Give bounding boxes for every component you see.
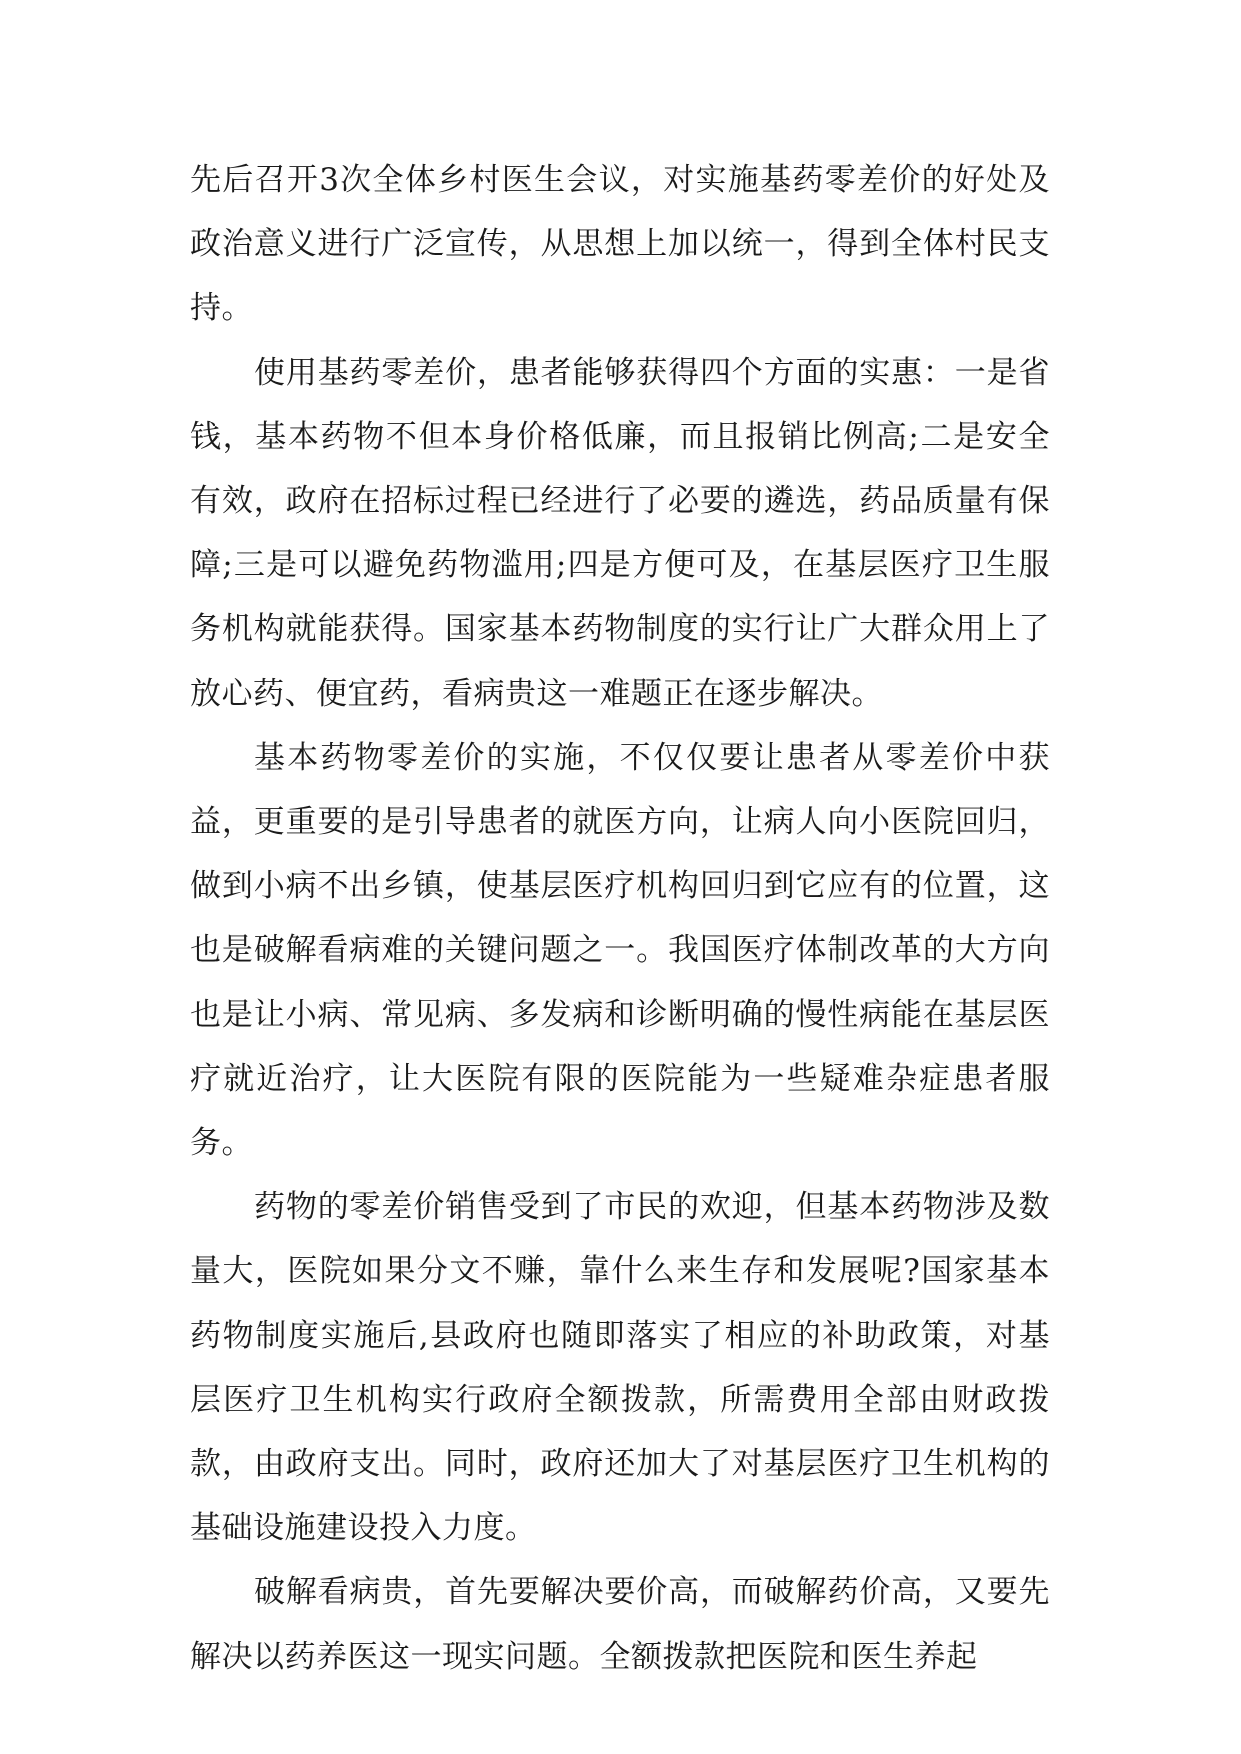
paragraph-2: 使用基药零差价，患者能够获得四个方面的实惠：一是省钱，基本药物不但本身价格低廉，而且报销比例高;二是安全有效，政府在招标过程已经进行了必要的遴选，药品质量有保障;三是可以避免药物滥用;四是方便可及，在基层医疗卫生服务机构就能获得。国家基本药物制度的实行让广大群众用上了放心药、便宜药，看病贵这一难题正在逐步解决。 <box>190 354 1050 712</box>
paragraph-3: 基本药物零差价的实施，不仅仅要让患者从零差价中获益，更重要的是引导患者的就医方向，让病人向小医院回归，做到小病不出乡镇，使基层医疗机构回归到它应有的位置，这也是破解看病难的关键问题之一。我国医疗体制改革的大方向也是让小病、常见病、多发病和诊断明确的慢性病能在基层医疗就近治疗，让大医院有限的医院能为一些疑难杂症患者服务。 <box>190 739 1050 1162</box>
paragraph-5: 破解看病贵，首先要解决要价高，而破解药价高，又要先解决以药养医这一现实问题。全额拨款把医院和医生养起 <box>190 1574 1050 1675</box>
document-body <box>190 148 1050 1689</box>
paragraph-4: 药物的零差价销售受到了市民的欢迎，但基本药物涉及数量大，医院如果分文不赚，靠什么来生存和发展呢?国家基本药物制度实施后,县政府也随即落实了相应的补助政策，对基层医疗卫生机构实行政府全额拨款，所需费用全部由财政拨款，由政府支出。同时，政府还加大了对基层医疗卫生机构的基础设施建设投入力度。 <box>190 1189 1050 1547</box>
paragraph-1: 先后召开3次全体乡村医生会议，对实施基药零差价的好处及政治意义进行广泛宣传，从思想上加以统一，得到全体村民支持。 <box>190 162 1050 327</box>
